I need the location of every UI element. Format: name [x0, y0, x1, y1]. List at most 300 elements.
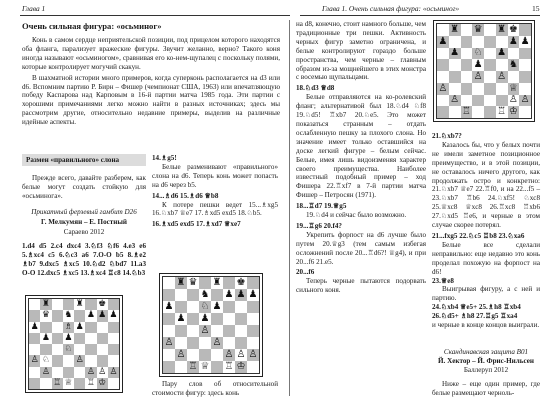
board-square — [175, 337, 187, 349]
board-square — [199, 301, 211, 313]
board-square — [437, 106, 449, 118]
board-square — [108, 378, 119, 389]
chess-piece: ♜ — [497, 24, 507, 35]
chess-piece: ♙ — [224, 349, 234, 360]
board-square — [29, 322, 40, 333]
board-square — [437, 48, 449, 60]
chess-piece: ♟ — [176, 313, 186, 324]
board-square — [484, 48, 496, 60]
board-square — [29, 333, 40, 344]
board-square — [449, 36, 461, 48]
board-square — [223, 277, 235, 289]
board-square — [175, 361, 187, 373]
chess-piece: ♙ — [75, 355, 84, 366]
board-square — [199, 325, 211, 337]
chess-diagram — [436, 23, 532, 119]
board-square — [199, 337, 211, 349]
board-square — [472, 83, 484, 95]
board-square — [508, 59, 520, 71]
chess-piece: ♖ — [461, 106, 471, 118]
move-line: 21...fxg5 22.♘c5 ♖b8 23.♘xa6 — [432, 231, 525, 240]
chess-piece: ♜ — [75, 299, 84, 310]
board-square — [175, 301, 187, 313]
chess-diagram — [162, 276, 260, 374]
column-3 — [296, 20, 426, 295]
board-square — [437, 71, 449, 83]
board-square — [235, 349, 247, 361]
chess-piece: ♙ — [109, 366, 118, 377]
chess-piece: ♟ — [41, 332, 50, 343]
board-square — [449, 95, 461, 107]
board-square — [52, 355, 63, 366]
board-square — [496, 83, 508, 95]
board-square — [40, 310, 51, 321]
paragraph: В шахматной истории много примеров, когда суперконь располагается на d3 или d6. Вспомним партию Р. Бирн – Фишер (чемпионат США, 1963) или впечатляющую победу Каспарова над Карповым в 16-й партии матча 1985 года. Эти партии с хорошими примечаниями легко можно найти в разных источниках; здесь мы рассмотрим другие, относительно недавние примеры, выделив на различные идейные аспекты. — [22, 73, 280, 127]
board-square — [508, 48, 520, 60]
header-rule-right — [300, 15, 540, 16]
column-divider — [289, 20, 290, 396]
board-square — [449, 106, 461, 118]
board-square — [496, 48, 508, 60]
board-square — [85, 355, 96, 366]
chess-piece: ♖ — [86, 377, 95, 388]
board-square — [211, 325, 223, 337]
chess-piece: ♜ — [450, 24, 460, 35]
move-line: 18.♘d3 ♕d8 — [296, 84, 335, 93]
paragraph: Белые все сделали неправильно: еще недавно это конь проделал похожую на форпост на d6! — [432, 240, 540, 276]
chess-piece: ♟ — [30, 321, 39, 332]
chess-piece: ♟ — [248, 289, 258, 300]
board-square — [29, 367, 40, 378]
opening-name: Прикатный ферзевый гамбит D26 — [31, 208, 137, 216]
board-square — [52, 322, 63, 333]
chess-piece: ♔ — [236, 361, 246, 372]
chess-piece: ♟ — [109, 310, 118, 321]
board-square — [484, 106, 496, 118]
board-square — [29, 299, 40, 310]
paragraph: Выигрывая фигуру, а с ней и партию. — [432, 285, 540, 303]
board-square — [63, 333, 74, 344]
board-square — [223, 301, 235, 313]
board-square — [85, 322, 96, 333]
board-square — [437, 83, 449, 95]
paragraph: 19.♘d4 и сейчас было возможно. — [306, 211, 407, 220]
board-square — [496, 24, 508, 36]
header-rule-left — [20, 15, 290, 16]
board-square — [484, 24, 496, 36]
chess-piece: ♘ — [64, 344, 73, 355]
board-square — [247, 313, 259, 325]
chess-piece: ♟ — [520, 35, 530, 47]
board-square — [175, 313, 187, 325]
section-title: Очень сильная фигура: «осьминог» — [22, 21, 162, 31]
chess-piece: ♞ — [200, 289, 210, 300]
paragraph: Белые отправляются на ко-ролевский фланг; альтернативой был 18.♘d4 ♘f8 19.♘d5! ♖xb7 20.♘e5. Это может показаться странным – отдать ослабленную пешку за плохого слона. Но значение имеет только оставшийся на доске легкий фигуре – белым сейчас. Белые, имея лишь видоизменяя характер своего преимущества. Наиболее известный подобный пример – ход Фишера 22.♖xf7 в 7-й партии матча Фишер – Петросян (1971). — [296, 93, 426, 200]
chess-piece: ♙ — [212, 337, 222, 348]
board-square — [199, 313, 211, 325]
board-square — [223, 349, 235, 361]
board-square — [247, 349, 259, 361]
chess-piece: ♟ — [200, 313, 210, 324]
board-square — [472, 24, 484, 36]
board-square — [97, 344, 108, 355]
board-square — [472, 48, 484, 60]
board-square — [496, 36, 508, 48]
board-square — [449, 24, 461, 36]
game-event: Сараево 2012 — [63, 228, 105, 236]
board-square — [74, 367, 85, 378]
board-square — [163, 325, 175, 337]
board-square — [235, 361, 247, 373]
board-square — [508, 83, 520, 95]
move-line: 14...♗d6 15.♗d6 ♕b8 — [152, 191, 219, 200]
chess-piece: ♘ — [200, 301, 210, 312]
board-square — [235, 289, 247, 301]
subsection-title: Размен «правильного» слона — [26, 156, 120, 164]
paragraph: Прежде всего, давайте разберем, как белые могут создать стойкую для «осьминога». — [22, 174, 146, 200]
board-square — [199, 349, 211, 361]
board-square — [97, 299, 108, 310]
move-line: 24.♘xb4 ♕e5+ 25.♗h8 ♖xb4 26.♘d5+ ♗h8 27.♖g5 ♖xa4 — [432, 303, 521, 321]
column-2 — [152, 154, 278, 229]
board-square — [108, 344, 119, 355]
board-square — [85, 378, 96, 389]
board-square — [472, 71, 484, 83]
chess-piece: ♟ — [508, 35, 518, 47]
board-square — [508, 106, 520, 118]
board-square — [63, 355, 74, 366]
board-square — [461, 24, 473, 36]
chess-piece: ♞ — [508, 59, 518, 71]
chess-piece: ♛ — [41, 310, 50, 321]
chess-piece: ♜ — [212, 277, 222, 288]
board-square — [211, 277, 223, 289]
chess-piece: ♟ — [98, 310, 107, 321]
board-square — [223, 313, 235, 325]
board-square — [187, 337, 199, 349]
board-square — [108, 367, 119, 378]
game-players: Й. Хектор – Й. Фрис-Нильсен — [438, 357, 534, 365]
board-square — [449, 59, 461, 71]
board-square — [52, 378, 63, 389]
game-players: Г. Мелкумян – Е. Постный — [41, 218, 127, 226]
opening-name: Скандинавская защита B01 — [443, 348, 529, 356]
chess-piece: ♖ — [53, 377, 62, 388]
board-square — [235, 313, 247, 325]
chess-piece: ♔ — [508, 106, 518, 118]
move-line: 19...♖g6 20.f4? — [296, 221, 342, 230]
board-square — [97, 333, 108, 344]
board-square — [223, 337, 235, 349]
chess-piece: ♟ — [64, 332, 73, 343]
chess-piece: ♙ — [520, 94, 530, 106]
chess-piece: ♘ — [473, 47, 483, 59]
board-square — [187, 277, 199, 289]
board-square — [40, 333, 51, 344]
board-square — [163, 277, 175, 289]
board-square — [187, 313, 199, 325]
chess-piece: ♟ — [236, 289, 246, 300]
page-number: 15 — [532, 4, 540, 13]
board-square — [63, 322, 74, 333]
move-line: 23.♕e8 — [432, 276, 454, 285]
move-line: 18...♖d7 19.♕g5 — [296, 202, 347, 211]
board-square — [508, 71, 520, 83]
chess-piece: ♖ — [224, 361, 234, 372]
board-square — [484, 95, 496, 107]
board-square — [461, 95, 473, 107]
paragraph: Конь в самом сердце неприятельской позиции, под прицелом которого находятся оба фланга, парализует вражеские фигуры. Звучит желанно, верно? Такого коня иногда называют «осьминогом», сравнивая его ко-нем-щупалец с поскольку полями, которые контролирует могучий скакун. — [22, 36, 280, 71]
paragraph: К потере пешки ведет 15...♗xg5 16.♘xb7 ♕e7 17.♗xd5 exd5 18.♘b5. — [152, 200, 278, 218]
chapter-header-left: Глава 1 — [22, 4, 46, 13]
board-square — [472, 36, 484, 48]
board-square — [187, 301, 199, 313]
board-square — [247, 301, 259, 313]
board-square — [235, 277, 247, 289]
chess-piece: ♙ — [497, 71, 507, 82]
board-square — [52, 299, 63, 310]
board-square — [496, 59, 508, 71]
board-square — [496, 106, 508, 118]
chess-piece: ♙ — [438, 82, 448, 94]
board-square — [519, 95, 531, 107]
board-square — [223, 361, 235, 373]
board-square — [508, 24, 520, 36]
board-square — [187, 325, 199, 337]
board-square — [163, 349, 175, 361]
board-square — [211, 349, 223, 361]
board-square — [461, 106, 473, 118]
board-square — [29, 344, 40, 355]
game-moves: 1.d4 d5 2.c4 dxc4 3.♘f3 ♘f6 4.e3 e6 5.♗xc4 c5 6.♘c3 a6 7.O-O b5 8.♗e2 ♗b7 9.dxc5 ♗xc5 10.♘d2 ♘bd7 11.a3 O-O 12.dxc5 ♗xc5 13.♗xc4 ♖c8 14.♘b3 — [22, 242, 146, 277]
board-square — [461, 59, 473, 71]
board-square — [52, 310, 63, 321]
chess-piece: ♕ — [508, 82, 518, 94]
board-square — [484, 83, 496, 95]
chess-piece: ♚ — [508, 24, 518, 35]
board-square — [484, 36, 496, 48]
chess-diagram — [28, 298, 120, 390]
board-square — [461, 71, 473, 83]
board-square — [108, 355, 119, 366]
board-square — [74, 355, 85, 366]
board-square — [449, 71, 461, 83]
board-square — [247, 361, 259, 373]
board-square — [108, 310, 119, 321]
board-square — [163, 313, 175, 325]
board-square — [211, 289, 223, 301]
board-square — [199, 277, 211, 289]
column-1 — [22, 20, 280, 127]
board-square — [63, 378, 74, 389]
chess-piece: ♕ — [64, 377, 73, 388]
chess-piece: ♟ — [497, 47, 507, 59]
board-square — [484, 59, 496, 71]
chess-piece: ♟ — [224, 289, 234, 300]
board-square — [235, 337, 247, 349]
board-square — [97, 355, 108, 366]
board-square — [163, 361, 175, 373]
board-square — [484, 71, 496, 83]
board-square — [63, 299, 74, 310]
chess-piece: ♙ — [176, 349, 186, 360]
move-line: 16.♗xd5 exd5 17.♗xd7 ♕xe7 — [152, 220, 241, 229]
board-square — [472, 59, 484, 71]
move-line: 20...f6 — [296, 268, 315, 277]
chess-piece: ♚ — [98, 299, 107, 310]
board-square — [29, 378, 40, 389]
board-square — [437, 59, 449, 71]
chess-piece: ♙ — [200, 325, 210, 336]
board-square — [97, 378, 108, 389]
board-square — [519, 48, 531, 60]
board-square — [472, 106, 484, 118]
chess-piece: ♙ — [236, 349, 246, 360]
board-square — [519, 24, 531, 36]
chess-piece: ♙ — [98, 366, 107, 377]
board-square — [97, 322, 108, 333]
board-square — [461, 36, 473, 48]
board-square — [85, 367, 96, 378]
board-square — [199, 361, 211, 373]
board-square — [40, 367, 51, 378]
chapter-header-right: Глава 1. Очень сильная фигура: «осьминог» — [322, 4, 460, 13]
board-square — [175, 277, 187, 289]
chess-piece: ♟ — [473, 59, 483, 71]
board-square — [449, 83, 461, 95]
paragraph: Белые разменивают «правильного» слона на d6. Теперь конь может попасть на d6 через b5. — [152, 162, 278, 189]
board-square — [223, 289, 235, 301]
paragraph: Ниже – еще один пример, где белые размещают черноль- — [432, 380, 540, 397]
board-square — [211, 337, 223, 349]
board-square — [63, 367, 74, 378]
board-square — [519, 106, 531, 118]
board-square — [52, 367, 63, 378]
board-square — [235, 301, 247, 313]
move-line: 21.♘xb7? — [432, 132, 462, 140]
board-square — [519, 83, 531, 95]
chess-piece: ♟ — [450, 47, 460, 59]
board-square — [175, 349, 187, 361]
board-square — [40, 299, 51, 310]
board-square — [40, 344, 51, 355]
chess-piece: ♖ — [188, 361, 198, 372]
game-event: Баллеруп 2012 — [463, 366, 509, 374]
board-square — [97, 310, 108, 321]
chess-piece: ♖ — [497, 106, 507, 118]
board-square — [437, 95, 449, 107]
board-square — [40, 322, 51, 333]
board-square — [199, 289, 211, 301]
chess-piece: ♙ — [86, 366, 95, 377]
board-square — [108, 333, 119, 344]
board-square — [175, 325, 187, 337]
column-4 — [432, 132, 540, 330]
board-square — [461, 83, 473, 95]
board-square — [29, 310, 40, 321]
paragraph: Казалось бы, что у белых почти не имели заметное позиционное преимущество, и в этой позиции, не оставалось ничего другого, как продолжать остро и конкретно: 21.♘xb7 ♕e7 22.♖f0, и на 22...f5 – 23.♘xb7 ♖b6 24.♘xf5! ♘xc8 25.♕xc8 ♕xc8 26.♖xc8 ♖xb6 27.♘xd5 ♖e6, и черные в этом случае скорее потерял. — [432, 140, 540, 230]
board-square — [437, 36, 449, 48]
move-line: 14.♗g5! — [152, 154, 177, 162]
board-square — [508, 36, 520, 48]
board-square — [108, 299, 119, 310]
board-square — [508, 95, 520, 107]
chess-piece: ♙ — [164, 337, 174, 348]
board-square — [187, 361, 199, 373]
board-square — [223, 325, 235, 337]
board-square — [461, 48, 473, 60]
chess-piece: ♙ — [473, 71, 483, 82]
board-square — [211, 301, 223, 313]
board-square — [187, 349, 199, 361]
chess-piece: ♘ — [41, 355, 50, 366]
board-square — [85, 299, 96, 310]
chess-piece: ♛ — [473, 24, 483, 35]
board-square — [163, 301, 175, 313]
chess-piece: ♙ — [30, 355, 39, 366]
paragraph: Теперь черные пытаются подорвать сильного коня. — [296, 277, 426, 295]
chess-piece: ♜ — [41, 299, 50, 310]
board-square — [40, 355, 51, 366]
board-square — [187, 289, 199, 301]
board-square — [97, 367, 108, 378]
chess-piece: ♕ — [200, 361, 210, 372]
chess-piece: ♞ — [64, 310, 73, 321]
board-square — [74, 378, 85, 389]
board-square — [52, 344, 63, 355]
board-square — [496, 71, 508, 83]
board-square — [247, 277, 259, 289]
chess-piece: ♟ — [164, 301, 174, 312]
chess-piece: ♜ — [176, 277, 186, 288]
board-square — [85, 344, 96, 355]
board-square — [247, 325, 259, 337]
chess-piece: ♔ — [98, 377, 107, 388]
board-square — [437, 24, 449, 36]
board-square — [235, 325, 247, 337]
chess-piece: ♗ — [64, 321, 73, 332]
board-square — [63, 310, 74, 321]
board-square — [496, 95, 508, 107]
chess-piece: ♟ — [212, 301, 222, 312]
board-square — [40, 378, 51, 389]
board-square — [247, 289, 259, 301]
board-square — [449, 48, 461, 60]
board-square — [74, 310, 85, 321]
chess-piece: ♟ — [86, 310, 95, 321]
board-square — [211, 361, 223, 373]
board-square — [74, 322, 85, 333]
board-square — [175, 289, 187, 301]
chess-piece: ♙ — [248, 349, 258, 360]
chess-piece: ♙ — [450, 94, 460, 106]
board-square — [163, 289, 175, 301]
paragraph: Укрепить форпост на d6 лучше было путем 20.♕g3 (тем самым избегая осложнений после 20...♖d6?! ♕g4), и при 20...f6 21.e5. — [296, 230, 426, 266]
board-square — [52, 333, 63, 344]
chess-piece: ♟ — [438, 35, 448, 47]
board-square — [85, 333, 96, 344]
chess-piece: ♙ — [508, 94, 518, 106]
board-square — [108, 322, 119, 333]
board-square — [519, 71, 531, 83]
board-square — [74, 299, 85, 310]
board-square — [519, 36, 531, 48]
board-square — [472, 95, 484, 107]
board-square — [211, 313, 223, 325]
chess-piece: ♛ — [188, 277, 198, 288]
board-square — [63, 344, 74, 355]
chess-piece: ♙ — [41, 366, 50, 377]
